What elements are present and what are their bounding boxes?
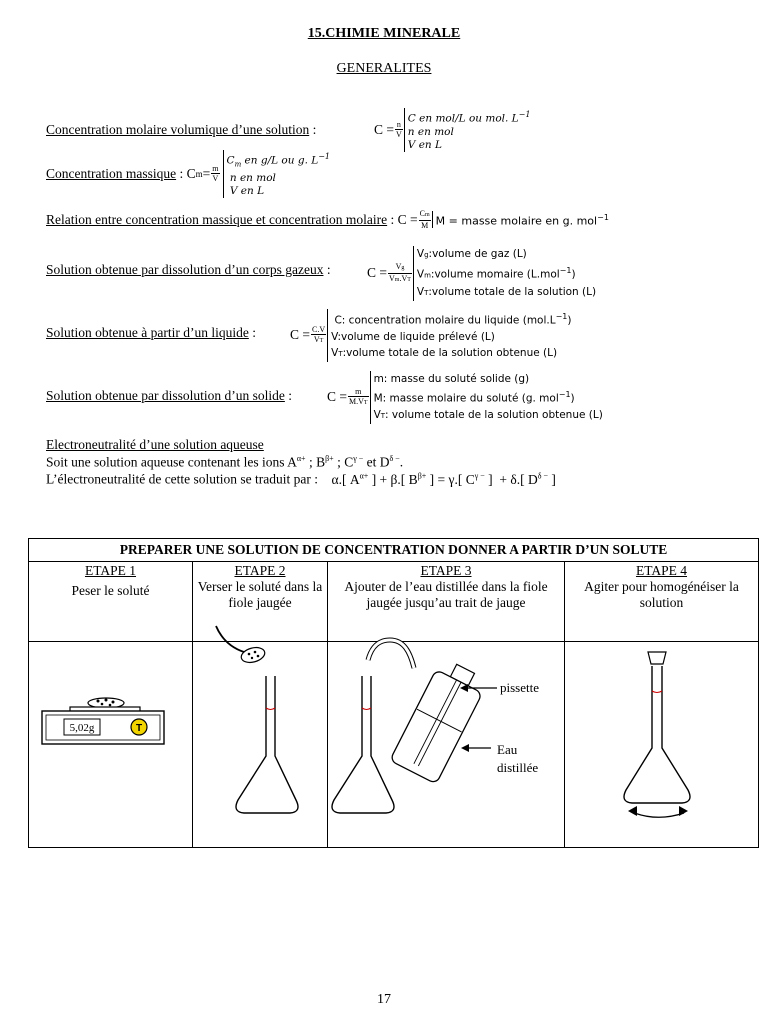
formula-solid-label: Solution obtenue par dissolution d’un solide : — [46, 388, 293, 403]
flask-with-wash-bottle — [332, 640, 539, 813]
electro-equation: α.[ $A^{\alpha+}$ ] + β.[ $B^{\beta+}$ ] = γ.[ $C^{\gamma -}$ ] + δ.[ $D^{\delta -}$ ] — [331, 471, 556, 487]
label-wash-bottle: pissette — [500, 680, 539, 695]
formula-molar-concentration: Concentration molaire volumique d’une solution : — [46, 122, 317, 137]
definitions: C: concentration molaire du liquide $(mol.L^{-1})$ V:volume de liquide prélevé (L) VT:volume totale de la solution obtenue (L) — [327, 309, 571, 362]
fraction: $\frac{Cm}{M}$ — [419, 209, 430, 230]
page-title: 15.CHIMIE MINERALE — [307, 26, 461, 41]
formula-label: Concentration massique — [46, 165, 177, 181]
fraction: $\frac{n}{V}$ — [396, 120, 402, 140]
fraction: $\frac{Vg}{Vm.VT}$ — [389, 261, 411, 283]
formula-solid-eq: C = $\frac{m}{M.VT}$ m: masse du soluté solide (g) M: masse molaire du soluté (g. mol$^{-1}$) VT: volume totale de la solution obtenue (L) — [327, 371, 603, 424]
stoppered-flask — [624, 652, 690, 817]
electro-heading: Electroneutralité d’une solution aqueuse — [46, 437, 264, 452]
step-cell-1: ETAPE 1 Peser le soluté — [29, 562, 193, 642]
step-cell-3: ETAPE 3 Ajouter de l’eau distillée dans la fiole jaugée jusqu’au trait de jauge — [328, 562, 565, 642]
formula-gas-label: Solution obtenue par dissolution d’un corps gazeux : — [46, 262, 331, 277]
table-heading: PREPARER UNE SOLUTION DE CONCENTRATION DONNER A PARTIR D’UN SOLUTE — [29, 539, 759, 562]
formula-liquid-label: Solution obtenue à partir d’un liquide : — [46, 325, 256, 340]
label-distilled: distillée — [497, 760, 539, 775]
formula-relation: Relation entre concentration massique et concentration molaire : C = $\frac{Cm}{M}$ M = masse molaire en g. mol$^{-1}$ — [46, 209, 609, 230]
formula-label: Relation entre concentration massique et concentration molaire — [46, 211, 388, 227]
definitions: $C_m$ en g/L ou g. $L^{-1}$ n en mol V en L — [223, 150, 331, 198]
step-cell-2: ETAPE 2 Verser le soluté dans la fiole jaugée — [193, 562, 328, 642]
step-cell-4: ETAPE 4 Agiter pour homogénéiser la solution — [565, 562, 759, 642]
definitions: m: masse du soluté solide (g) M: masse molaire du soluté (g. mol$^{-1}$) VT: volume totale de la solution obtenue (L) — [370, 371, 603, 424]
definitions: Vg:volume de gaz (L) Vm:volume momaire (L.mol$^{-1}$) VT:volume totale de la solution (L) — [413, 246, 596, 301]
flask-with-spoon — [216, 626, 298, 813]
electro-line2: L’électroneutralité de cette solution se traduit par : α.[ $A^{\alpha+}$ ] + β.[ $B^{\beta+}$ ] = γ.[ $C^{\gamma -}$ ] + δ.[ $D^{\delta -}$ ] — [46, 471, 556, 487]
scale-tare-button: T — [135, 723, 143, 734]
formula-label: Concentration molaire volumique d’une solution — [46, 122, 310, 137]
page-number: 17 — [377, 992, 391, 1007]
eq-left: C = — [374, 121, 394, 137]
electro-line1: Soit une solution aqueuse contenant les ions $A^{\alpha+}$ ; $B^{\beta+}$ ; $C^{\gamma -}$ et $D^{\delta -}$. — [46, 454, 404, 470]
label-water: Eau — [497, 742, 518, 757]
formula-gas-eq: C = $\frac{Vg}{Vm.VT}$ Vg:volume de gaz (L) Vm:volume momaire (L.mol$^{-1}$) VT:volume totale de la solution (L) — [367, 246, 596, 301]
fraction: $\frac{C.V}{VT}$ — [312, 324, 326, 344]
fraction: $\frac{m}{V}$ — [212, 164, 219, 184]
section-subtitle: GENERALITES — [336, 61, 432, 76]
definitions: C en mol/L ou mol. $L^{-1}$ n en mol V en L — [404, 108, 531, 152]
scale-illustration — [42, 698, 164, 744]
fraction: $\frac{m}{M.VT}$ — [349, 386, 368, 406]
formula-liquid-eq: C = $\frac{C.V}{VT}$ C: concentration molaire du liquide $(mol.L^{-1})$ V:volume de liquide prélevé (L) VT:volume totale de la solution obtenue (L) — [290, 309, 572, 362]
scale-display: 5,02g — [69, 722, 95, 734]
formula-mass-concentration: Concentration massique : C m = $\frac{m}{V}$ $C_m$ en g/L ou g. $L^{-1}$ n en mol V en L — [46, 152, 331, 197]
